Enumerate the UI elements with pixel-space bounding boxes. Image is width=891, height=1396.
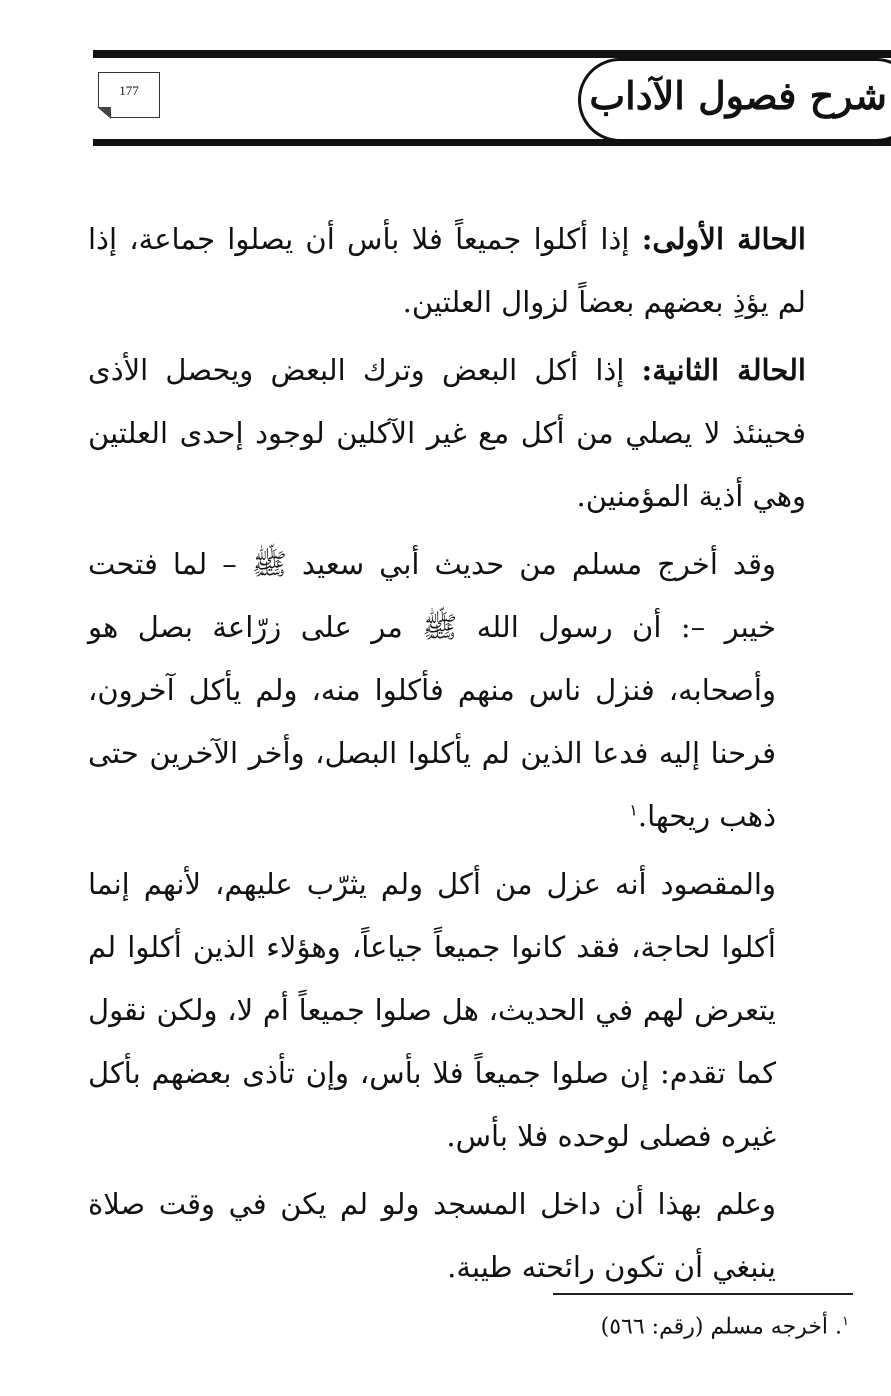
page-number-box	[98, 72, 160, 118]
first-case-heading: الحالة الأولى:	[641, 222, 806, 256]
first-case-text: إذا أكلوا جميعاً فلا بأس أن يصلوا جماعة، إذا لم يؤذِ بعضهم بعضاً لزوال العلتين.	[88, 222, 806, 319]
hadith-text: وقد أخرج مسلم من حديث أبي سعيد ﷺ – لما فتحت خيبر –: أن رسول الله ﷺ مر على زرّاعة بصل هو وأصحابه، فنزل ناس منهم فأكلوا منه، ولم يأكل آخرون، فرحنا إليه فدعا الذين لم يأكلوا البصل، وأخر الآخرين حتى ذهب ريحها.	[88, 547, 776, 833]
header-bottom-rule	[93, 139, 891, 146]
footnote-item	[601, 1314, 849, 1339]
paragraph-conclusion	[88, 1173, 806, 1299]
header-top-rule	[93, 50, 891, 58]
page-number: 177	[119, 83, 139, 98]
paragraph-hadith	[88, 533, 806, 848]
conclusion-text: وعلم بهذا أن داخل المسجد ولو لم يكن في وقت صلاة ينبغي أن تكون رائحته طيبة.	[88, 1187, 776, 1284]
book-title: شرح فصول الآداب	[589, 73, 887, 118]
paragraph-explanation	[88, 853, 806, 1168]
footnote-marker: ١	[842, 1314, 849, 1329]
book-title-frame	[578, 58, 891, 142]
paragraph-first-case	[88, 208, 806, 334]
explanation-text: والمقصود أنه عزل من أكل ولم يثرّب عليهم، لأنهم إنما أكلوا لحاجة، فقد كانوا جميعاً جياعاً، وهؤلاء الذين أكلوا لم يتعرض لهم في الحديث، هل صلوا جميعاً أم لا، ولكن نقول كما تقدم: إن صلوا جميعاً فلا بأس، وإن تأذى بعضهم بأكل غيره فصلى لوحده فلا بأس.	[88, 867, 776, 1153]
second-case-heading: الحالة الثانية:	[641, 353, 806, 387]
footnote-separator	[553, 1293, 853, 1295]
main-text	[88, 208, 806, 1304]
footnote-reference[interactable]: ١	[629, 800, 638, 820]
second-case-text: إذا أكل البعض وترك البعض ويحصل الأذى فحينئذ لا يصلي من أكل مع غير الآكلين لوجود إحدى العلتين وهي أذية المؤمنين.	[88, 353, 806, 513]
footnote-text: . أخرجه مسلم (رقم: ٥٦٦)	[600, 1314, 843, 1340]
paragraph-second-case	[88, 339, 806, 528]
